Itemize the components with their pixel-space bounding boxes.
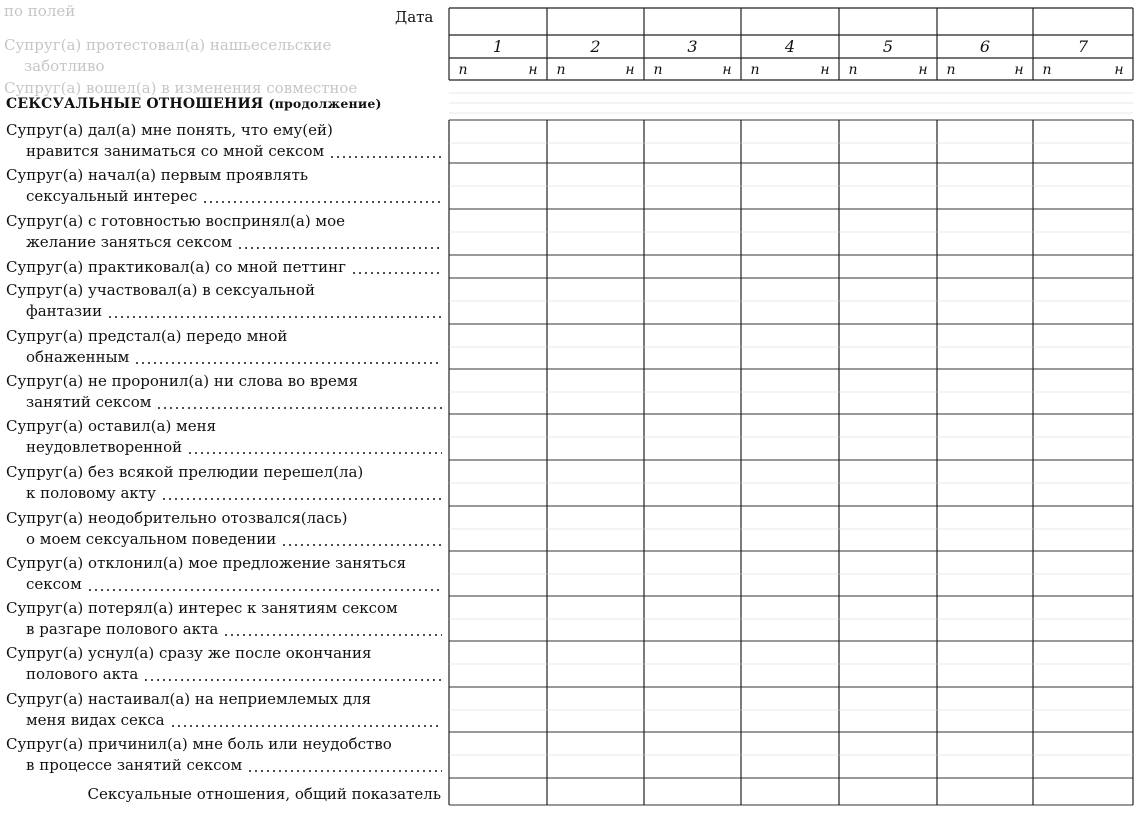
behavior-item-text: в процессе занятий сексом [26, 756, 243, 774]
col-n-label: н [820, 62, 830, 78]
day-number: 4 [784, 37, 796, 56]
behavior-item-text: Супруг(а) с готовностью воспринял(а) мое [6, 212, 346, 230]
bleed-through-text: заботливо [24, 57, 105, 75]
behavior-item-text: полового акта [26, 665, 139, 683]
behavior-item-text: Супруг(а) настаивал(а) на неприемлемых для [6, 690, 372, 708]
behavior-item-text: Супруг(а) не проронил(а) ни слова во время [6, 372, 359, 390]
behavior-item-text: нравится заниматься со мной сексом [26, 142, 325, 160]
behavior-item-text: Супруг(а) участвовал(а) в сексуальной [6, 281, 315, 299]
col-p-label: п [653, 62, 663, 78]
day-number: 7 [1077, 37, 1089, 56]
behavior-item-text: неудовлетворенной [26, 438, 183, 456]
behavior-item-text: Супруг(а) дал(а) мне понять, что ему(ей) [6, 121, 333, 139]
day-number: 3 [687, 37, 698, 56]
col-n-label: н [625, 62, 635, 78]
section-title-note: (продолжение) [268, 96, 382, 111]
col-p-label: п [946, 62, 956, 78]
col-n-label: н [918, 62, 928, 78]
col-n-label: н [528, 62, 538, 78]
col-p-label: п [458, 62, 468, 78]
behavior-item-text: Супруг(а) начал(а) первым проявлять [6, 166, 309, 184]
date-label: Дата [395, 8, 434, 26]
behavior-item-text: Супруг(а) уснул(а) сразу же после окончания [6, 644, 372, 662]
day-number: 1 [492, 37, 504, 56]
behavior-item-text: занятий сексом [26, 393, 152, 411]
day-number: 2 [590, 37, 601, 56]
day-number: 6 [979, 37, 991, 56]
bleed-through-text: Супруг(а) протестовал(а) нашьесельские [4, 36, 332, 54]
col-n-label: н [722, 62, 732, 78]
behavior-item-text: желание заняться сексом [26, 233, 233, 251]
col-n-label: н [1114, 62, 1124, 78]
behavior-item-text: Супруг(а) без всякой прелюдии перешел(ла) [6, 463, 364, 481]
behavior-item-text: сексуальный интерес [26, 187, 198, 205]
behavior-item-text: меня видах секса [26, 711, 165, 729]
behavior-item-text: в разгаре полового акта [26, 620, 219, 638]
col-n-label: н [1014, 62, 1024, 78]
behavior-item-text: фантазии [26, 302, 103, 320]
col-p-label: п [848, 62, 858, 78]
bleed-through-text: Супруг(а) вошел(а) в изменения совместное [4, 79, 358, 97]
col-p-label: п [1042, 62, 1052, 78]
behavior-item-text: Супруг(а) оставил(а) меня [6, 417, 217, 435]
behavior-item-text: Супруг(а) неодобрительно отозвался(лась) [6, 509, 348, 527]
behavior-item-text: сексом [26, 575, 82, 593]
total-score-label: Сексуальные отношения, общий показатель [87, 785, 441, 803]
behavior-item-text: Супруг(а) причинил(а) мне боль или неудобство [6, 735, 392, 753]
col-p-label: п [556, 62, 566, 78]
behavior-item-text: обнаженным [26, 348, 130, 366]
behavior-item-text: Супруг(а) отклонил(а) мое предложение заняться [6, 554, 407, 572]
bleed-through-text: по полей [4, 2, 76, 20]
behavior-item-text: Супруг(а) потерял(а) интерес к занятиям сексом [6, 599, 398, 617]
col-p-label: п [750, 62, 760, 78]
behavior-item-text: к половому акту [26, 484, 156, 502]
behavior-item-text: о моем сексуальном поведении [26, 530, 277, 548]
behavior-item-text: Супруг(а) предстал(а) передо мной [6, 327, 288, 345]
behavior-item-text: Супруг(а) практиковал(а) со мной петтинг [6, 258, 346, 276]
section-title-text: СЕКСУАЛЬНЫЕ ОТНОШЕНИЯ [6, 96, 264, 112]
day-number: 5 [882, 37, 894, 56]
